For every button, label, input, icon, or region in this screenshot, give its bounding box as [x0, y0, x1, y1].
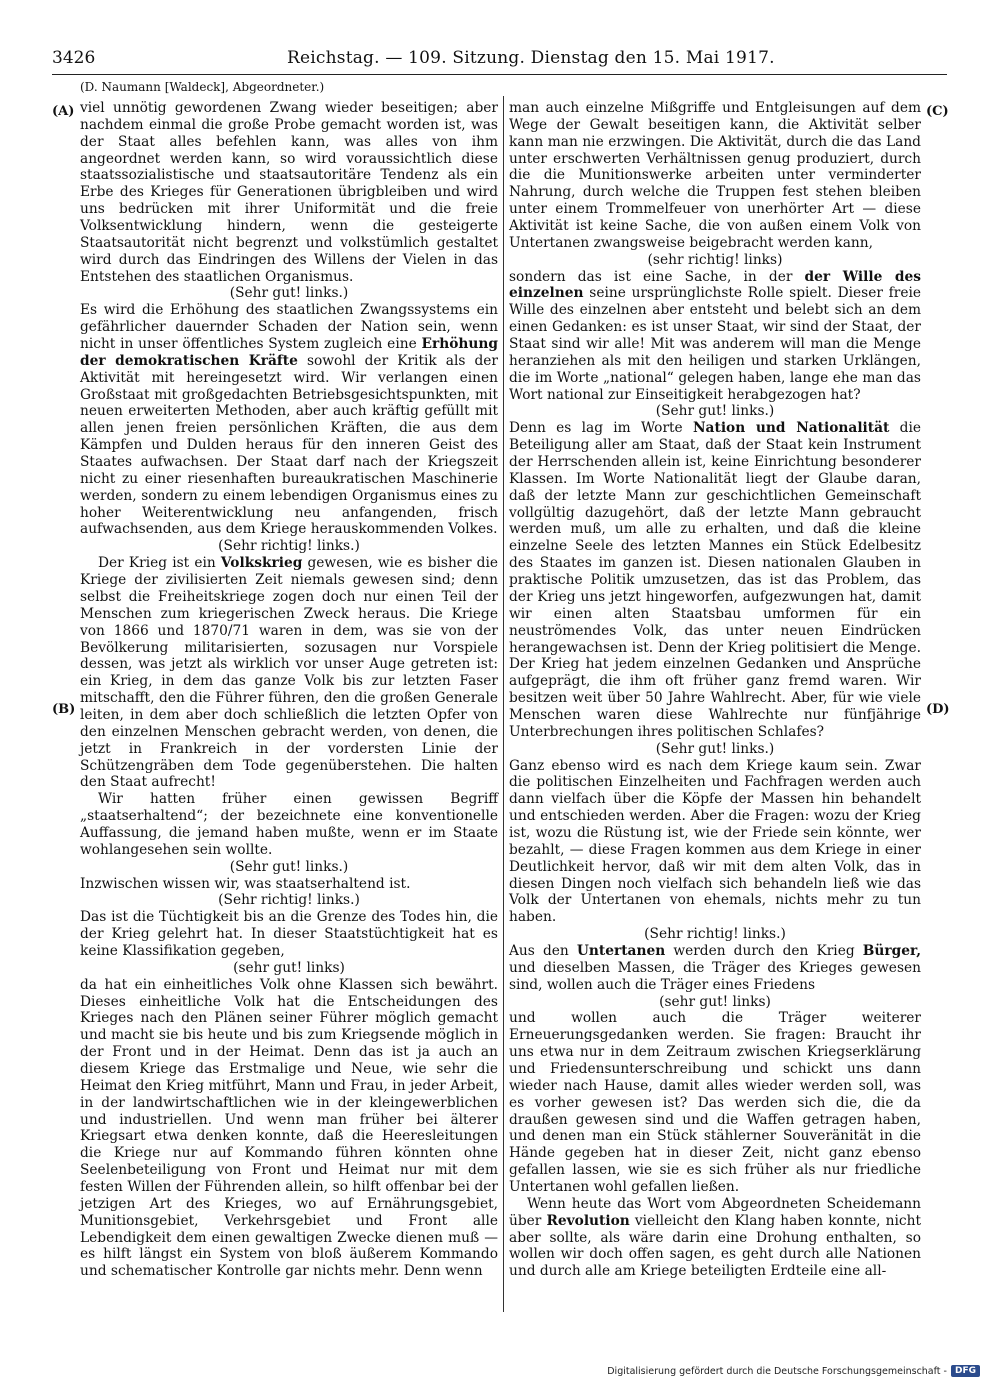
speaker-note: (D. Naumann [Waldeck], Abgeordneter.) [80, 80, 325, 94]
margin-mark-d: (D) [926, 702, 950, 717]
interjection: (sehr gut! links) [233, 959, 345, 976]
paragraph: Wir hatten früher einen gewissen Begriff „staatserhaltend“; der bezeichnete eine konventionelle Auffassung, die jemand haben mußte, wenn er im Staate wohlangesehen sein wollte. [80, 791, 498, 858]
paragraph-text: gewesen, wie es bisher die Kriege der zivilisierten Zeit niemals gewesen sind; denn selbst die Freiheitskriege zogen doch nur einen Teil der Menschen zum kriegerischen Zweck heraus. Die Kriege von 1866 und 1870/71 waren in dem, was sie von der Bevölkerung militarisierten, sozusagen nur Vorspiele dessen, was jetzt als wirklich vor unser Auge getreten ist: ein Krieg, in dem das ganze Volk bis zur letzten Faser mitschafft, den die Führer führen, den die großen Generale leiten, in dem aber doch schließlich die letzten Opfer von den einzelnen Menschen gebracht werden, von denen, die jetzt in Frankreich in der vordersten Linie der Schützengräben dem Tode gegenüberstehen. Die halten den Staat aufrecht! [80, 555, 498, 791]
running-title: Reichstag. — 109. Sitzung. Dienstag den 15. Mai 1917. [287, 48, 775, 68]
emphasis: Erhöhung der demokratischen Kräfte [80, 336, 498, 369]
paragraph-text: Aus den [509, 942, 569, 959]
left-column [80, 100, 498, 1280]
header-rule [52, 74, 947, 75]
paragraph [509, 420, 921, 740]
paragraph-text: sondern das ist eine Sache, in der [509, 268, 793, 285]
page-header [52, 48, 1000, 74]
paragraph [509, 1196, 921, 1280]
margin-mark-b: (B) [52, 702, 76, 717]
interjection: (Sehr gut! links.) [655, 403, 775, 420]
emphasis: Revolution [546, 1212, 630, 1229]
margin-mark-c: (C) [926, 104, 949, 119]
emphasis: Untertanen [576, 942, 666, 959]
paragraph-text: die Beteiligung aller am Staat, daß der Staat kein Instrument der Herrschenden allein ist, keine Einrichtung besonderer Klassen. Im Worte Nationalität liegt der Glaube daran, daß der letzte Mann zur geschichtlichen Gemeinschaft vollgültig dazugehört, daß der letzte Mann gebraucht werden muß, um alle zu erhalten, und daß die kleine einzelne Seele des letzten Mannes ein Stück Edelbesitz des Staates im ganzen ist. Diesen nationalen Glauben in praktische Politik umzusetzen, das ist das Problem, das der Krieg uns jetzt hingeworfen, aufgezwungen hat, damit wir einen alten Staatsbau umformen für ein neuströmendes Volk, das unter neuen Eindrücken herangewachsen ist. Denn der Krieg politisiert die Menge. Der Krieg hat jedem einzelnen Gedanken und Ansprüche aufgeprägt, die ihm oft früher ganz fremd waren. Wir besitzen weit über 50 Jahre Wahlrecht. Aber, für wie viele Menschen waren diese Wahlrechte nur fünfjährige Unterbrechungen ihres politischen Schlafes? [509, 420, 922, 740]
paragraph: Ganz ebenso wird es nach dem Kriege kaum sein. Zwar die politischen Einzelheiten und Fachfragen werden auch dann vielfach über die Köpfe der Massen hin behandelt und entschieden werden. Aber die Fragen: wozu der Krieg ist, wozu die Rüstung ist, wie der Friede sein könnte, wer bezahlt, — diese Fragen kommen aus dem Kriege in einer Deutlichkeit hervor, daß wir mit dem alten Volk, das in diesen Dingen noch vielfach sich behandeln ließ wie das Volk der Untertanen von ehemals, nichts mehr zu tun haben. [509, 757, 921, 926]
emphasis: der Wille des einzelnen [509, 268, 921, 302]
paragraph-text: Wenn heute das Wort vom Abgeordneten Scheidemann über [509, 1195, 921, 1229]
emphasis: Bürger, [862, 942, 922, 959]
paragraph [509, 269, 921, 404]
interjection: (sehr richtig! links) [647, 251, 783, 268]
paragraph-text: vielleicht den Klang haben konnte, nicht aber sollte, als wäre darin eine Drohung enthalten, so wollen wir doch offen sagen, es geht durch alle Nationen und durch alle am Kriege beteiligten Erdteile eine all- [509, 1212, 921, 1280]
paragraph-text: Es wird die Erhöhung des staatlichen Zwangssystems ein gefährlicher dauernder Schaden der Nation sein, wenn nicht in unser öffentliches System zugleich eine [80, 302, 498, 353]
paragraph: Inzwischen wissen wir, was staatserhaltend ist. [80, 875, 411, 892]
paragraph-text: sowohl der Kritik als der Aktivität mit hereingesetzt wird. Wir verlangen einen Großstaat mit großgedachten Betriebsgesichtspunkten, mit neuen erweiterten Methoden, aber auch kräftig gefüllt mit allen jenen freien persönlichen Kräften, die aus dem Kämpfen und Dulden heraus für den inneren Geist des Staates aufwachsen. Der Staat darf nach der Kriegszeit nicht zu einer riesenhaften bureaukratischen Maschinerie werden, sondern zu einem lebendigen Organismus eines zu hoher Weiterentwicklung neu anfangenden, frisch aufwachsenden, aus dem Kriege herauskommenden Volkes. [80, 352, 498, 538]
interjection: (Sehr richtig! links.) [218, 538, 360, 555]
emphasis: Volkskrieg [220, 555, 303, 572]
emphasis: Nation und Nationalität [692, 420, 890, 437]
column-divider [503, 96, 504, 1312]
interjection: (Sehr richtig! links.) [218, 892, 360, 909]
paragraph: Das ist die Tüchtigkeit bis an die Grenze des Todes hin, die der Krieg gelehrt hat. In dieser Staatstüchtigkeit hat es keine Klassifikation gegeben, [80, 909, 498, 959]
paragraph: da hat ein einheitliches Volk ohne Klassen sich bewährt. Dieses einheitliche Volk hat die Entscheidungen des Krieges nach den Plänen seiner Führer möglich gemacht und macht sie bis heute und bis zum Kriegsende möglich in der Front und in der Heimat. Denn das ist ja auch an diesem Kriege das Erstmalige und Neue, wie sehr die Heimat den Krieg mitführt, Mann und Frau, in jeder Arbeit, in der landwirtschaftlichen wie in der kleingewerblichen und industriellen. Und wenn man früher bei älterer Kriegsart etwa denken konnte, daß die Heeresleitungen die Kriege nur auf Kommando führen könnten ohne Seelenbeteiligung von Front und Heimat nur mit dem festen Willen der Führenden allein, so hilft offenbar bei der jetzigen Art des Krieges, wo auf Ernährungsgebiet, Munitionsgebiet, Verkehrsgebiet und Front alle Lebendigkeit dem einen gewaltigen Zwecke dienen muß — es hilft längst ein System von bloß äußerem Kommando und schematischer Kontrolle gar nichts mehr. Denn wenn [80, 976, 498, 1280]
paragraph: und wollen auch die Träger weiterer Erneuerungsgedanken werden. Sie fragen: Braucht ihr uns etwa nur in dem Zeitraum zwischen Kriegserklärung und Friedensunterschreibung und schickt uns dann wieder nach Hause, damit alles wieder werden soll, was es vorher gewesen ist? Das werden sich die, die da draußen gewesen sind und die Waffen getragen haben, und denen man ein Stück stählerner Souveränität in die Hände gegeben hat in dieser Zeit, nicht ganz ebenso gefallen lassen, wie sie es sich früher als nur friedliche Untertanen wohl gefallen ließen. [509, 1010, 921, 1195]
paragraph: viel unnötig gewordenen Zwang wieder beseitigen; aber nachdem einmal die große Probe gemacht worden ist, was der Staat alles befehlen kann, was alles von ihm angeordnet werden kann, so wird voraussichtlich diese staatssozialistische und staatsautoritäre Tendenz als ein Erbe des Krieges für Generationen übrigbleiben und wird uns bedrücken mit ihrer Uniformität und die freie Volksentwicklung hindern, wenn die gesteigerte Staatsautorität nicht begrenzt und volkstümlich gestaltet wird durch das Eindringen des Willens der Vielen in das Entstehen des staatlichen Organismus. [80, 100, 498, 285]
margin-mark-a: (A) [52, 104, 75, 119]
footer-text: Digitalisierung gefördert durch die Deutsche Forschungsgemeinschaft - [607, 1365, 947, 1377]
paragraph [509, 943, 921, 994]
dfg-logo: DFG [951, 1365, 980, 1377]
paragraph-text: Der Krieg ist ein [98, 555, 216, 572]
interjection: (Sehr gut! links.) [655, 740, 775, 757]
paragraph: man auch einzelne Mißgriffe und Entgleisungen auf dem Wege der Gewalt beseitigen kann, die Aktivität selber kann man nie erzwingen. Die Aktivität, durch die das Land unter erschwerten Verhältnissen genug produziert, durch die die Munitionswerke arbeiten unter verminderter Nahrung, durch welche die Truppen fest stehen bleiben unter einem Trommelfeuer von unerhörter Art — diese Aktivität ist keine Sache, die von außen einem Volk von Untertanen zwangsweise beigebracht werden kann, [509, 100, 921, 251]
interjection: (Sehr gut! links.) [229, 858, 349, 875]
interjection: (Sehr gut! links.) [229, 285, 349, 302]
interjection: (Sehr richtig! links.) [644, 926, 786, 943]
paragraph-text: und dieselben Massen, die Träger des Krieges gewesen sind, wollen auch die Träger eines Friedens [509, 959, 921, 993]
paragraph-text: werden durch den Krieg [673, 942, 855, 959]
paragraph-text: seine ursprünglichste Rolle spielt. Dieser freie Wille des einzelnen aber entsteht und belebt sich an dem einen Gedanken: es ist unser Staat, wir sind der Staat, der Staat sind wir alle! Mit was anderem will man die Menge heranziehen als mit den heiligen und starken Urklängen, die im Worte „national“ gelegen haben, lange ehe man das Wort national zur Einseitigkeit herabgezogen hat? [509, 285, 921, 403]
paragraph [80, 302, 498, 538]
page-number: 3426 [52, 48, 96, 68]
paragraph-text: Denn es lag im Worte [509, 420, 683, 437]
paragraph [80, 555, 498, 791]
interjection: (sehr gut! links) [659, 993, 771, 1010]
right-column [509, 100, 921, 1280]
digitization-footer [607, 1365, 980, 1377]
